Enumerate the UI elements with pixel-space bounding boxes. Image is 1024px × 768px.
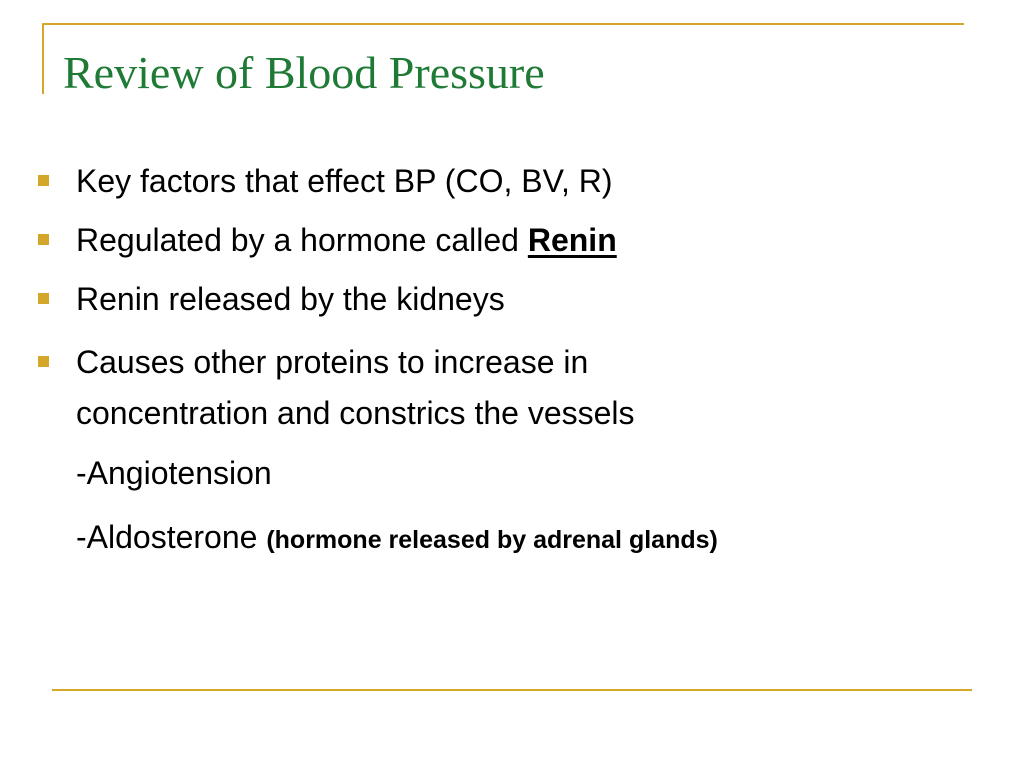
bullet-text-lead: Regulated by a hormone called [76,222,528,258]
bullet-text [76,214,617,266]
square-bullet-icon [38,293,49,304]
sub-item-note: (hormone released by adrenal glands) [266,526,718,554]
sub-item-angiotension: -Angiotension [76,455,272,491]
sub-item-aldosterone [76,511,718,566]
square-bullet-icon [38,234,49,245]
top-rule [42,23,964,25]
sub-item-text: -Aldosterone [76,519,267,555]
bullet-text: Causes other proteins to increase in [76,344,589,380]
bullet-text: Key factors that effect BP (CO, BV, R) [76,163,613,199]
bottom-rule [52,689,972,691]
square-bullet-icon [38,175,49,186]
square-bullet-icon [38,356,49,367]
bullet-text: Renin released by the kidneys [76,281,505,317]
slide-title: Review of Blood Pressure [63,47,545,98]
bullet-continuation-line: concentration and constrics the vessels [76,395,635,431]
left-rule [42,23,44,94]
renin-emphasis: Renin [527,222,617,258]
